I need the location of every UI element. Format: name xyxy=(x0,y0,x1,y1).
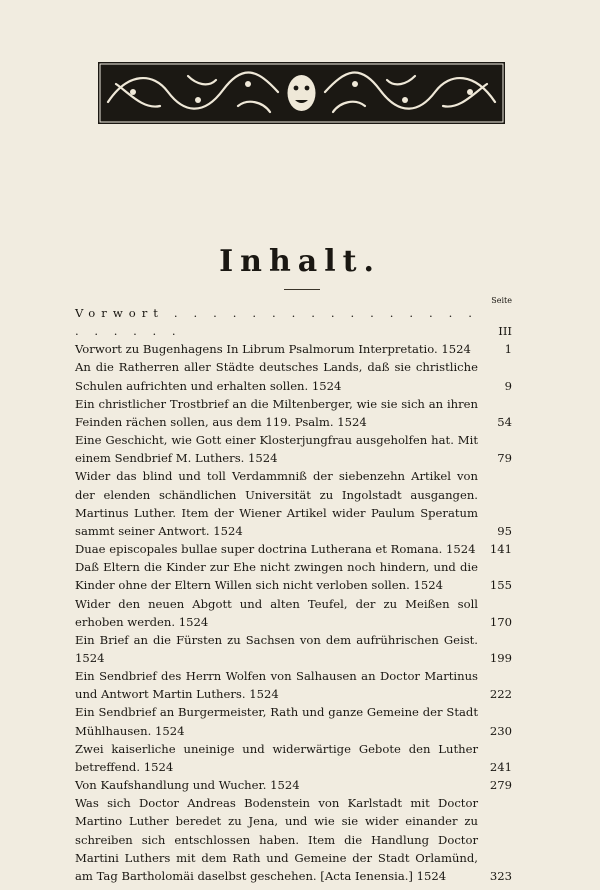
toc-entry xyxy=(75,395,512,431)
toc-entry-text: An die Ratherren aller Städte deutsches Lands, daß sie christliche Schulen aufrichten und erhalten sollen. 1524 xyxy=(75,360,478,393)
toc-entry xyxy=(75,595,512,631)
toc-entry-text: Ein Brief an die Fürsten zu Sachsen von dem aufrührischen Geist. 1524 xyxy=(75,632,478,665)
toc-entry-text: Zwei kaiserliche uneinige und widerwärtige Gebote den Luther betreffend. 1524 xyxy=(75,741,478,774)
toc-entry xyxy=(75,558,512,594)
ornamental-headpiece xyxy=(98,62,505,124)
toc-entry xyxy=(75,431,512,467)
toc-page-number: 170 xyxy=(489,614,512,629)
toc-entry-text: Ein christlicher Trostbrief an die Miltenberger, wie sie sich an ihren Feinden rächen sollen, aus dem 119. Psalm. 1524 xyxy=(75,396,478,429)
toc-page-number: 95 xyxy=(497,523,512,538)
page-title: Inhalt. xyxy=(219,244,381,279)
toc-page-number: 222 xyxy=(489,687,512,702)
toc-entry-text: Wider den neuen Abgott und alten Teufel, der zu Meißen soll erhoben werden. 1524 xyxy=(75,596,478,629)
toc-page-number: 79 xyxy=(497,451,512,466)
toc-entry xyxy=(75,304,512,340)
toc-entry-text: Von Kaufshandlung und Wucher. 1524 xyxy=(75,778,300,793)
toc-entry xyxy=(75,740,512,776)
toc-page-number: 241 xyxy=(489,759,512,774)
toc-entry-text: Ein Sendbrief des Herrn Wolfen von Salhausen an Doctor Martinus und Antwort Martin Luthers. 1524 xyxy=(75,669,478,702)
toc-entry-text: Vorwort zu Bugenhagens In Librum Psalmorum Interpretatio. 1524 xyxy=(75,342,471,357)
toc-page-number: 199 xyxy=(489,650,512,665)
toc-entry xyxy=(75,776,512,794)
table-of-contents xyxy=(75,304,512,885)
toc-entry xyxy=(75,631,512,667)
title-rule xyxy=(284,289,320,290)
toc-entry xyxy=(75,703,512,739)
toc-entry xyxy=(75,340,512,358)
toc-page-number: III xyxy=(498,324,512,339)
toc-entry-text: Ein Sendbrief an Burgermeister, Rath und ganze Gemeine der Stadt Mühlhausen. 1524 xyxy=(75,705,478,738)
page-column-label: Seite xyxy=(491,296,512,305)
toc-entry-text: Wider das blind und toll Verdammniß der siebenzehn Artikel von der elenden schändlichen Universität zu Ingolstadt ausgangen. Martinus Luther. Item der Wiener Artikel wider Paulum Speratum sammt seiner Antwort. 1524 xyxy=(75,469,478,538)
toc-page-number: 54 xyxy=(497,414,512,429)
toc-entry xyxy=(75,540,512,558)
toc-page-number: 1 xyxy=(504,342,512,357)
toc-page-number: 279 xyxy=(489,778,512,793)
toc-entry-text: Eine Geschicht, wie Gott einer Klosterjungfrau ausgeholfen hat. Mit einem Sendbrief M. Luthers. 1524 xyxy=(75,433,478,466)
toc-entry-text: Daß Eltern die Kinder zur Ehe nicht zwingen noch hindern, und die Kinder ohne der Eltern Willen sich nicht verloben sollen. 1524 xyxy=(75,560,478,593)
toc-entry xyxy=(75,667,512,703)
toc-entry-text: Was sich Doctor Andreas Bodenstein von Karlstadt mit Doctor Martino Luther beredet zu Jena, und wie sie wider einander zu schreiben sich entschlossen haben. Item die Handlung Doctor Martini Luthers mit dem Rath und Gemeine der Stadt Orlamünd, am Tag Bartholomäi daselbst geschehen. [Acta Ienensia.] 1524 xyxy=(75,796,478,883)
toc-entry xyxy=(75,794,512,885)
toc-page-number: 323 xyxy=(489,868,512,883)
toc-page-number: 9 xyxy=(504,378,512,393)
toc-page-number: 141 xyxy=(489,542,512,557)
toc-entry-text: Duae episcopales bullae super doctrina Lutherana et Romana. 1524 xyxy=(75,542,476,557)
toc-page-number: 155 xyxy=(489,578,512,593)
toc-page-number: 230 xyxy=(489,723,512,738)
toc-entry xyxy=(75,358,512,394)
toc-entry-text: Vorwort . . . . . . . . . . . . . . . . . . . . . . xyxy=(75,306,478,339)
toc-entry xyxy=(75,467,512,540)
